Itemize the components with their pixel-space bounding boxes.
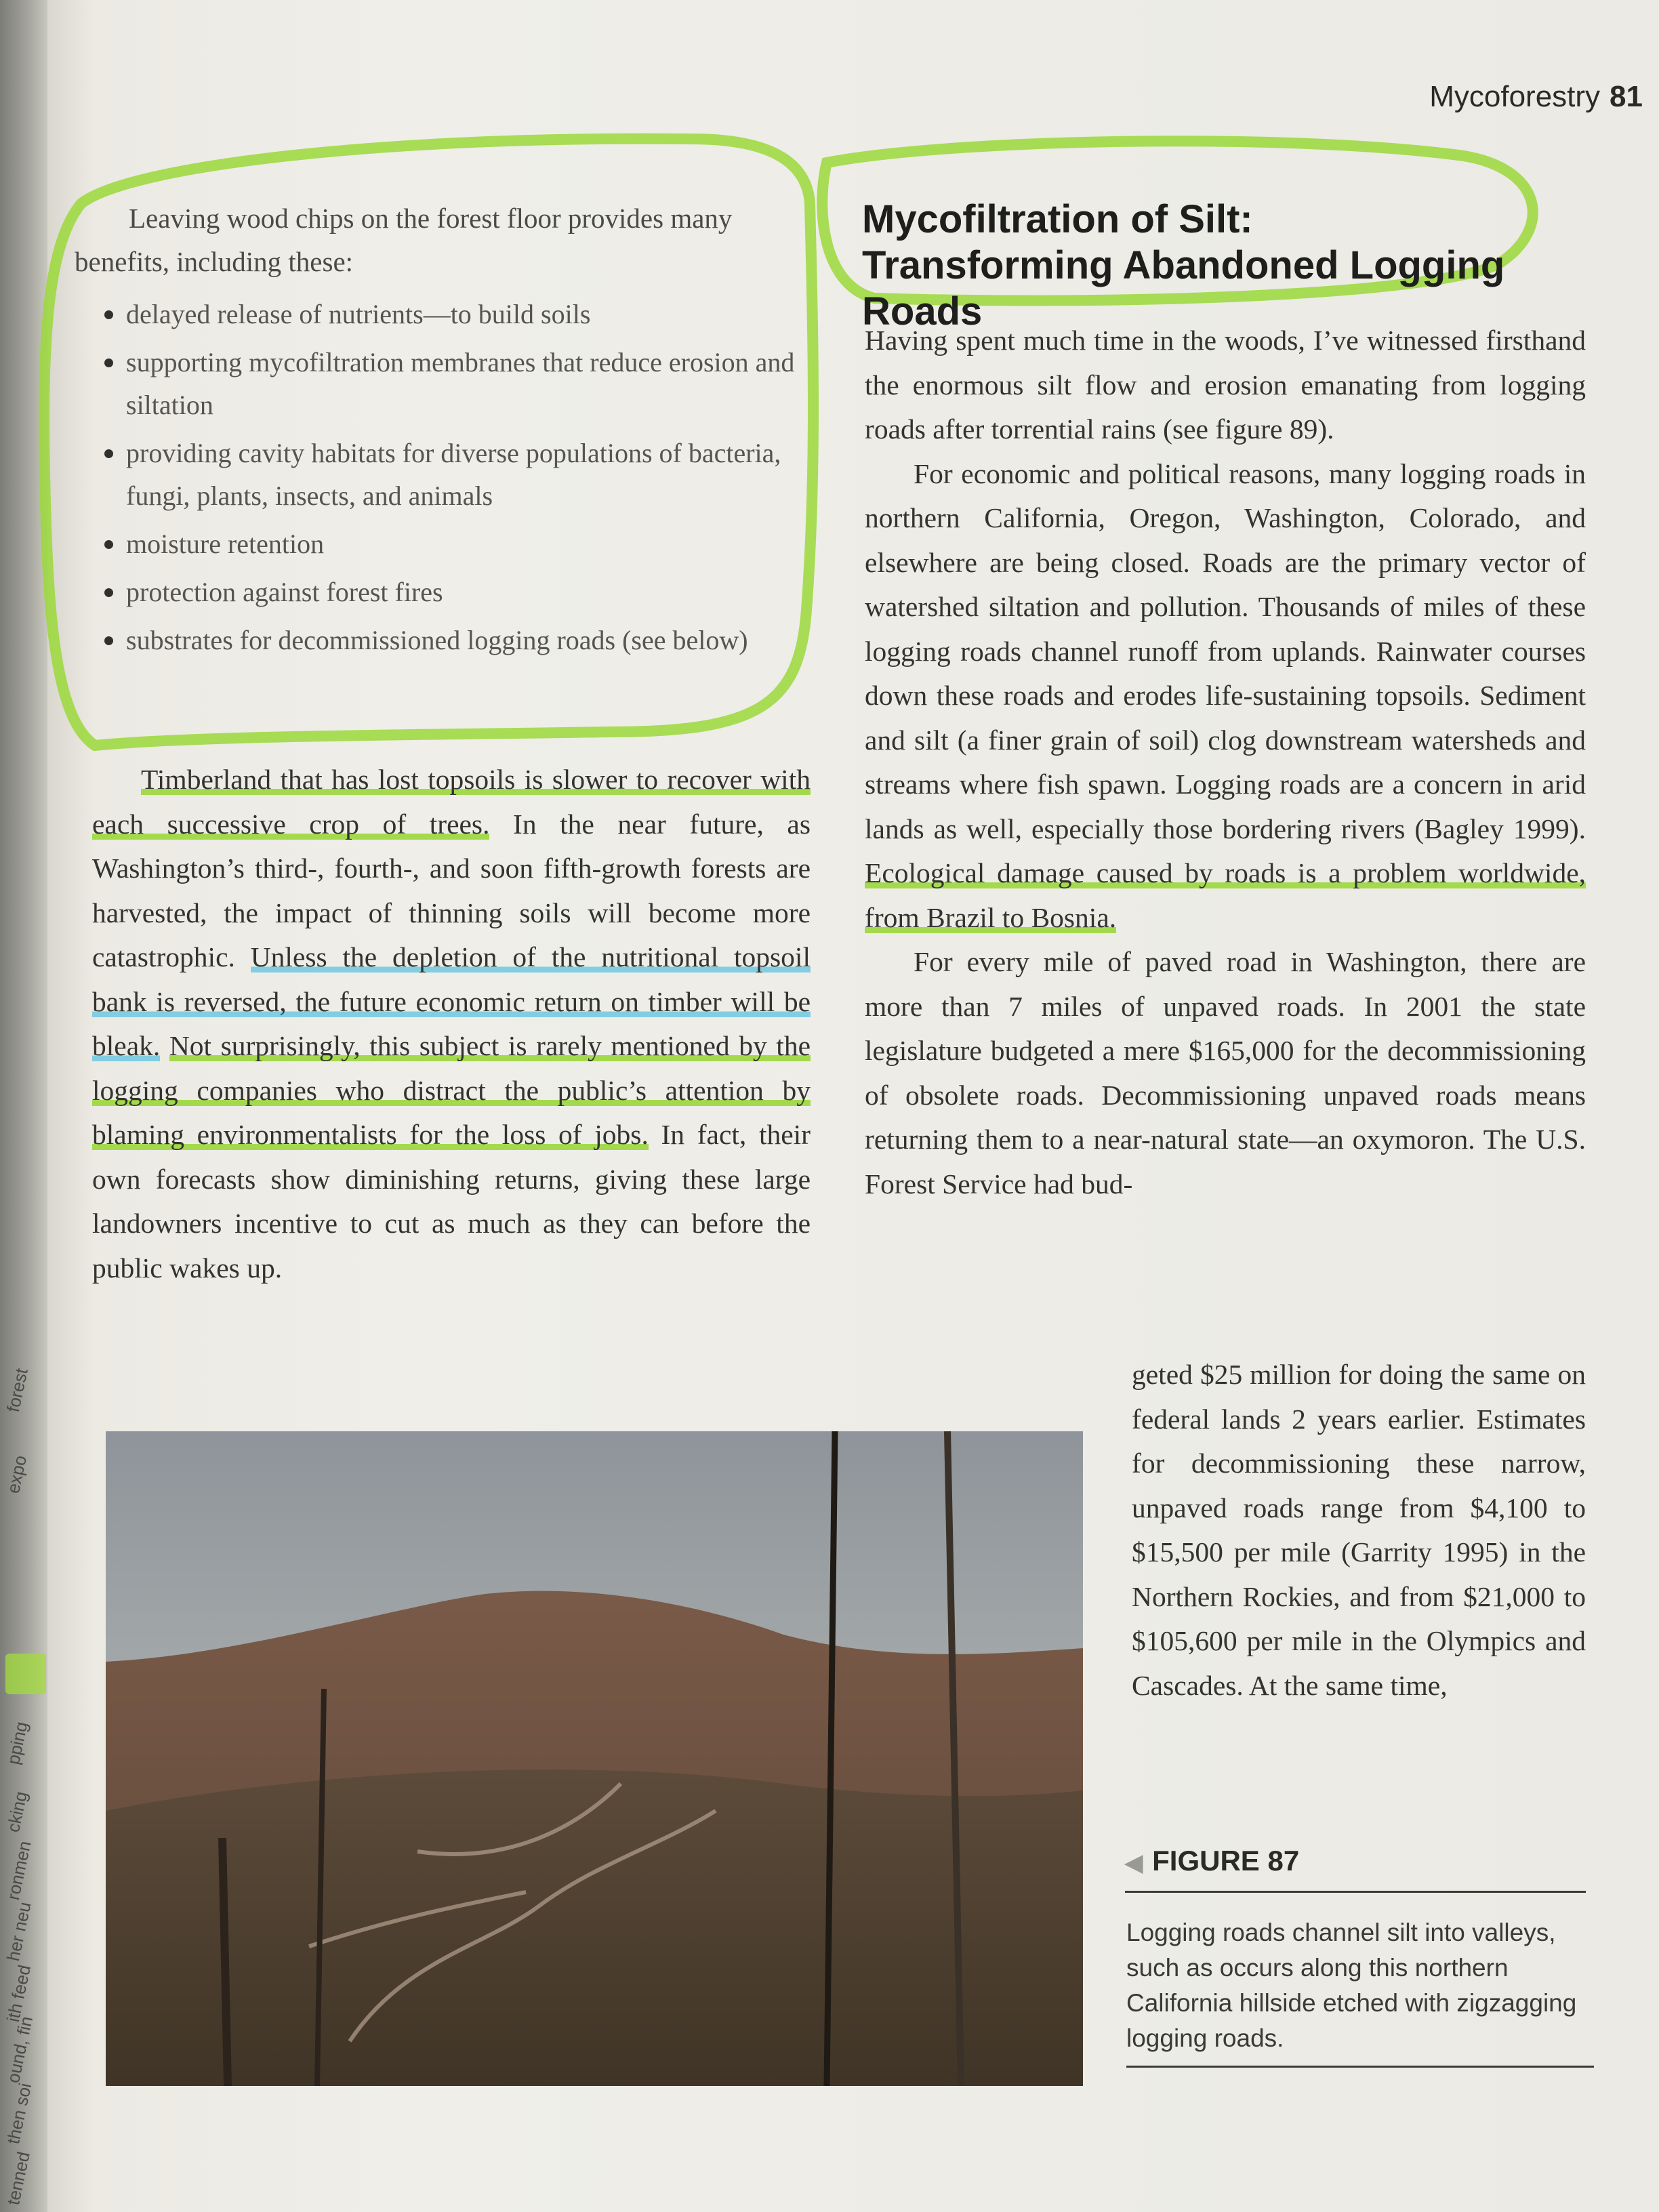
paragraph: For every mile of paved road in Washington, there are more than 7 miles of unpaved roads. In 2001 the state legislature budgeted a mere $165,000 for the decommissioning of obsolete roads. Decommissioning unpaved roads means returning them to a near-natural state—an oxymoron. The U.S. Forest Service had bud- xyxy=(865,946,1586,1200)
spine-fragment: forest xyxy=(3,1366,32,1414)
sentence: In the near future, as Washington’s third-, fourth-, and soon fifth-growth forests are harvested, the impact of thinning soils will become more catastrophic. xyxy=(92,808,811,972)
book-spine-edge xyxy=(0,0,47,2212)
section-heading: Mycofiltration of Silt: Transforming Abandoned Logging Roads xyxy=(862,197,1505,333)
figure-label-text: FIGURE 87 xyxy=(1152,1845,1300,1877)
highlighted-sentence: Not surprisingly, this subject is rarely mentioned by the logging companies who distract the public’s attention by blaming environmentalists for the loss of jobs. xyxy=(92,1030,811,1150)
sentence: For economic and political reasons, many logging roads in northern California, Oregon, Washington, Colorado, and elsewhere are being closed. Roads are the primary vector of watershed siltation and pollution. Thousands of miles of these logging roads channel runoff from uplands. Rainwater courses down these roads and erodes life-sustaining topsoils. Sediment and silt (a finer grain of soil) clog downstream watersheds and streams where fish spawn. Logging roads are a concern in arid lands as well, especially those bordering rivers (Bagley 1999). xyxy=(865,457,1586,844)
right-column-body xyxy=(865,319,1586,1206)
list-item-text: moisture retention xyxy=(126,529,325,559)
paragraph: Having spent much time in the woods, I’ve witnessed firsthand the enormous silt flow and erosion emanating from logging roads after torrential rains (see figure 89). xyxy=(865,325,1586,445)
highlighted-sentence: Ecological damage caused by roads is a problem worldwide, from Brazil to Bosnia. xyxy=(865,857,1586,933)
highlighted-sentence-blue: Unless the depletion of the nutritional topsoil bank is reversed, the future economic return on timber will be bleak. xyxy=(92,941,811,1061)
list-item-text: protection against forest fires xyxy=(126,577,443,607)
paragraph-continued: geted $25 million for doing the same on federal lands 2 years earlier. Estimates for decommissioning these narrow, unpaved roads range from $4,100 to $15,500 per mile (Garrity 1995) in the Northern Rockies, and from $21,000 to $105,600 per mile in the Olympics and Cascades. At the same time, xyxy=(1132,1359,1586,1701)
bullet-icon xyxy=(104,310,113,319)
box-intro: Leaving wood chips on the forest floor provides many benefits, including these: xyxy=(75,203,733,277)
spine-fragment: pping xyxy=(3,1719,32,1767)
running-head-title: Mycoforestry xyxy=(1429,80,1601,113)
list-item-text: providing cavity habitats for diverse populations of bacteria, fungi, plants, insects, and animals xyxy=(126,438,781,511)
paragraph xyxy=(92,758,811,1290)
running-head xyxy=(1429,80,1643,114)
paragraph xyxy=(865,452,1586,941)
bullet-icon xyxy=(104,449,113,458)
sentence: In fact, their own forecasts show diminishing returns, giving these large landowners incentive to cut as much as they can before the public wakes up. xyxy=(92,1119,811,1284)
spine-highlight-mark xyxy=(5,1654,46,1694)
list-item xyxy=(75,571,806,613)
spine-fragment: tenned xyxy=(3,2150,34,2207)
bullet-icon xyxy=(104,540,113,549)
wrapped-column-body xyxy=(1132,1353,1586,1708)
list-item xyxy=(75,432,806,517)
figure-label xyxy=(1125,1845,1586,1893)
spine-fragment: expo xyxy=(3,1453,31,1496)
sentence xyxy=(160,1030,169,1061)
list-item xyxy=(75,293,806,335)
spine-fragment: ound, fin xyxy=(3,2014,37,2085)
list-item xyxy=(75,523,806,565)
figure-caption: Logging roads channel silt into valleys, such as occurs along this northern California hillside etched with zigzagging logging roads. xyxy=(1126,1915,1594,2068)
list-item xyxy=(75,341,806,426)
list-item-text: delayed release of nutrients—to build soils xyxy=(126,299,591,329)
list-item-text: supporting mycofiltration membranes that reduce erosion and siltation xyxy=(126,347,795,420)
highlighted-sentence: Timberland that has lost topsoils is slower to recover with each successive crop of trees. xyxy=(92,764,811,840)
figure-photo-logging-roads xyxy=(106,1431,1083,2086)
spine-fragment: her neu xyxy=(3,1900,35,1963)
list-item-text: substrates for decommissioned logging roads (see below) xyxy=(126,625,748,655)
hillside-illustration xyxy=(106,1431,1083,2086)
spine-fragment: ronmen xyxy=(3,1839,35,1902)
arrow-left-icon: ◀ xyxy=(1125,1850,1143,1876)
bullet-icon xyxy=(104,588,113,597)
list-item xyxy=(75,619,806,661)
left-column-body xyxy=(92,758,811,1290)
spine-fragment: ith feed xyxy=(3,1963,35,2024)
bullet-icon xyxy=(104,636,113,645)
spine-fragment: cking xyxy=(3,1789,31,1835)
bullet-icon xyxy=(104,359,113,367)
spine-fragment: then soi xyxy=(3,2081,36,2146)
benefits-list xyxy=(75,293,806,661)
sidebar-list-box xyxy=(75,197,806,667)
page-number: 81 xyxy=(1610,80,1643,113)
